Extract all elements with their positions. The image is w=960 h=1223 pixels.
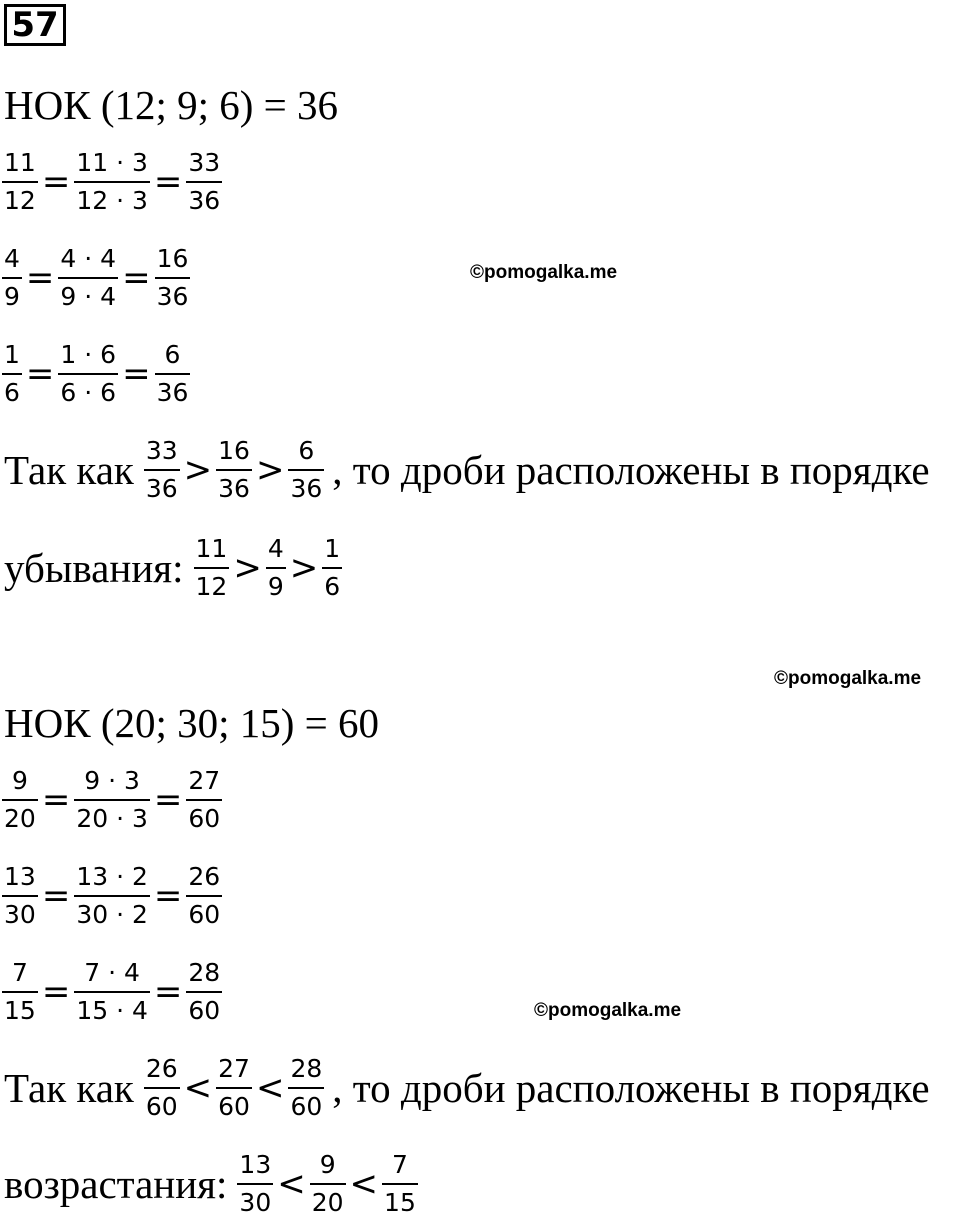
relation-sign: < — [277, 1164, 306, 1204]
equals-sign: = — [25, 258, 55, 298]
watermark: ©pomogalka.me — [774, 668, 922, 689]
fraction: $\frac{1 \cdot 6}{6 \cdot 6}$ — [60, 340, 117, 407]
relation-sign: < — [349, 1164, 379, 1204]
fraction: $\frac{4}{9}$ — [267, 534, 284, 601]
equation-2-1 — [2, 766, 222, 834]
relation-sign: < — [255, 1068, 285, 1108]
fraction: $\frac{7}{15}$ — [384, 1150, 416, 1217]
lcm-line-1: НОК (12; 9; 6) = 36 — [4, 82, 339, 128]
fraction: $\frac{33}{36}$ — [188, 148, 221, 215]
equals-sign: = — [153, 972, 183, 1012]
since-text: Так как — [4, 447, 134, 493]
fraction: $\frac{6}{36}$ — [156, 340, 189, 407]
equals-sign: = — [122, 258, 151, 298]
equals-sign: = — [153, 876, 183, 916]
fraction: $\frac{4}{9}$ — [4, 244, 20, 311]
then-text: , то дроби расположены в порядке — [332, 447, 930, 493]
relation-sign: > — [255, 450, 285, 490]
problem-number-badge: 57 — [4, 4, 66, 46]
fraction: $\frac{33}{36}$ — [145, 436, 178, 503]
equals-sign: = — [41, 876, 71, 916]
fraction: $\frac{11 \cdot 3}{12 \cdot 3}$ — [76, 148, 148, 215]
equation-1-3 — [2, 340, 190, 408]
then-text: , то дроби расположены в порядке — [332, 1065, 930, 1111]
order-word: убывания: — [4, 545, 184, 591]
fraction: $\frac{11}{12}$ — [195, 534, 228, 601]
since-text: Так как — [4, 1065, 134, 1111]
watermark: ©pomogalka.me — [470, 262, 618, 283]
equals-sign: = — [153, 780, 183, 820]
order-line-1 — [4, 534, 342, 602]
equation-2-3 — [2, 958, 222, 1026]
fraction: $\frac{9}{20}$ — [4, 766, 36, 833]
equation-2-2 — [2, 862, 222, 930]
relation-sign: < — [183, 1068, 213, 1108]
fraction: $\frac{28}{60}$ — [188, 958, 221, 1025]
relation-sign: > — [183, 450, 213, 490]
equation-1-2 — [2, 244, 190, 312]
relation-sign: > — [233, 548, 262, 588]
equals-sign: = — [25, 354, 55, 394]
equation-1-1 — [2, 148, 222, 216]
fraction: $\frac{7}{15}$ — [4, 958, 36, 1025]
comparison-line-1 — [4, 436, 930, 504]
watermark: ©pomogalka.me — [534, 1000, 682, 1021]
equals-sign: = — [122, 354, 151, 394]
fraction: $\frac{13}{30}$ — [4, 862, 36, 929]
fraction: $\frac{4 \cdot 4}{9 \cdot 4}$ — [60, 244, 117, 311]
fraction: $\frac{9}{20}$ — [311, 1150, 344, 1217]
equals-sign: = — [41, 972, 71, 1012]
fraction: $\frac{27}{60}$ — [188, 766, 221, 833]
fraction: $\frac{13}{30}$ — [239, 1150, 272, 1217]
fraction: $\frac{27}{60}$ — [218, 1054, 250, 1121]
order-word: возрастания: — [4, 1161, 228, 1207]
fraction: $\frac{26}{60}$ — [145, 1054, 178, 1121]
fraction: $\frac{16}{36}$ — [218, 436, 250, 503]
comparison-line-2 — [4, 1054, 930, 1122]
equals-sign: = — [41, 780, 71, 820]
equals-sign: = — [41, 162, 71, 202]
equals-sign: = — [153, 162, 183, 202]
fraction: $\frac{16}{36}$ — [156, 244, 189, 311]
order-line-2 — [4, 1150, 418, 1218]
fraction: $\frac{28}{60}$ — [290, 1054, 323, 1121]
fraction: $\frac{26}{60}$ — [188, 862, 221, 929]
fraction: $\frac{11}{12}$ — [4, 148, 36, 215]
fraction: $\frac{13 \cdot 2}{30 \cdot 2}$ — [76, 862, 148, 929]
fraction: $\frac{1}{6}$ — [324, 534, 341, 601]
fraction: $\frac{7 \cdot 4}{15 \cdot 4}$ — [76, 958, 148, 1025]
fraction: $\frac{9 \cdot 3}{20 \cdot 3}$ — [76, 766, 148, 833]
lcm-line-2: НОК (20; 30; 15) = 60 — [4, 700, 380, 746]
fraction: $\frac{1}{6}$ — [4, 340, 20, 407]
fraction: $\frac{6}{36}$ — [290, 436, 323, 503]
relation-sign: > — [289, 548, 319, 588]
